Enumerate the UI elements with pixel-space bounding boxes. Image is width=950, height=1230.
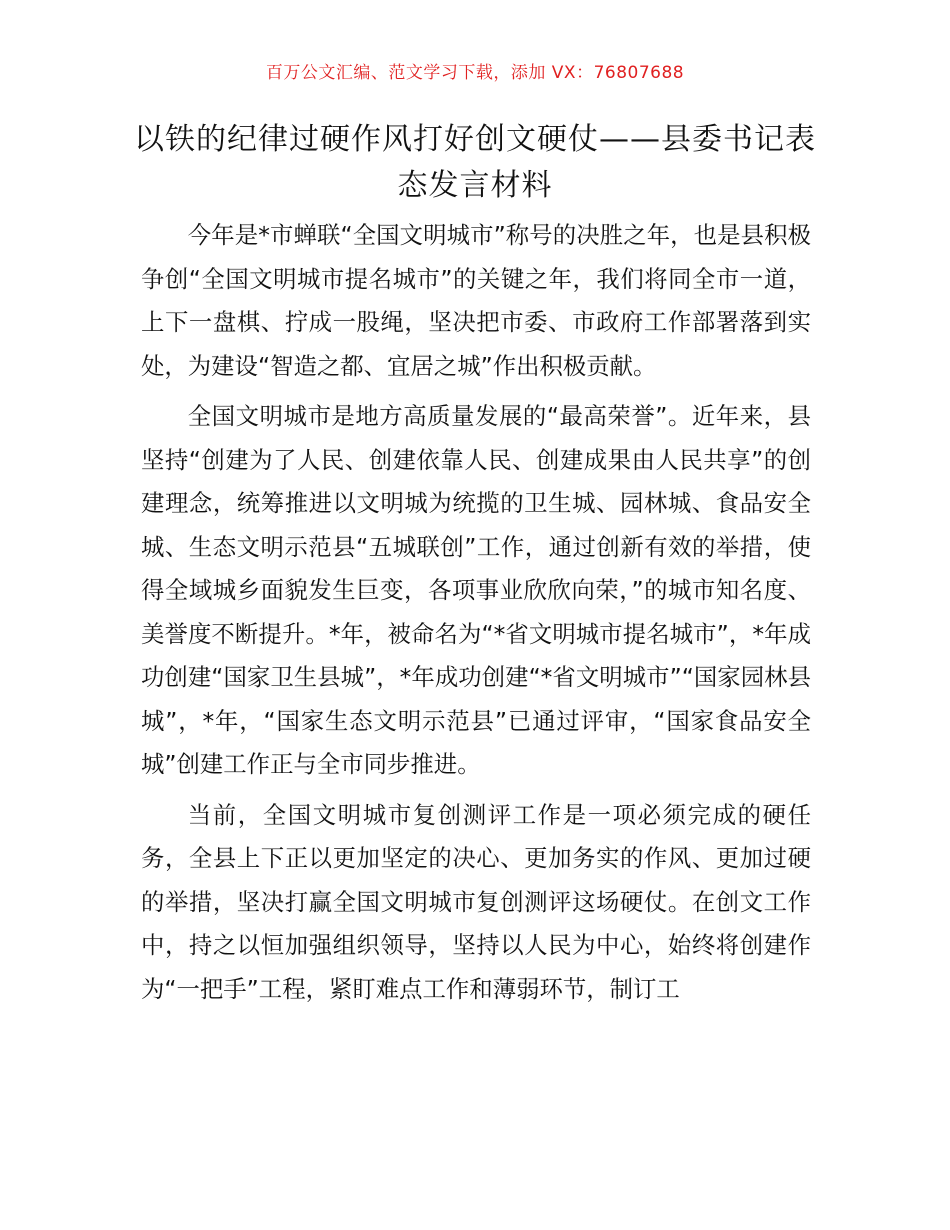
paragraph: 当前，全国文明城市复创测评工作是一项必须完成的硬任务，全县上下正以更加坚定的决心、更加务实的作风、更加过硬的举措，坚决打赢全国文明城市复创测评这场硬仗。在创文工作中，持之以恒加强组织领导，坚持以人民为中心，始终将创建作为“一把手”工程，紧盯难点工作和薄弱环节，制订工 <box>141 800 811 1003</box>
header-watermark-note: 百万公文汇编、范文学习下载，添加 VX：76807688 <box>265 63 685 83</box>
document-title: 以铁的纪律过硬作风打好创文硬仗——县委书记表态发言材料 <box>134 122 816 203</box>
paragraph: 今年是*市蝉联“全国文明城市”称号的决胜之年，也是县积极争创“全国文明城市提名城市”的关键之年，我们将同全市一道，上下一盘棋、拧成一股绳，坚决把市委、市政府工作部署落到实处，为建设“智造之都、宜居之城”作出积极贡献。 <box>141 221 811 380</box>
paragraph: 全国文明城市是地方高质量发展的“最高荣誉”。近年来，县坚持“创建为了人民、创建依靠人民、创建成果由人民共享”的创建理念，统筹推进以文明城为统揽的卫生城、园林城、食品安全城、生态文明示范县“五城联创”工作，通过创新有效的举措，使得全域城乡面貌发生巨变，各项事业欣欣向荣，”的城市知名度、美誉度不断提升。*年，被命名为“*省文明城市提名城市”，*年成功创建“国家卫生县城”，*年成功创建“*省文明城市”“国家园林县城”，*年，“国家生态文明示范县”已通过评审，“国家食品安全城”创建工作正与全市同步推进。 <box>141 402 811 778</box>
document-body <box>141 214 811 1018</box>
